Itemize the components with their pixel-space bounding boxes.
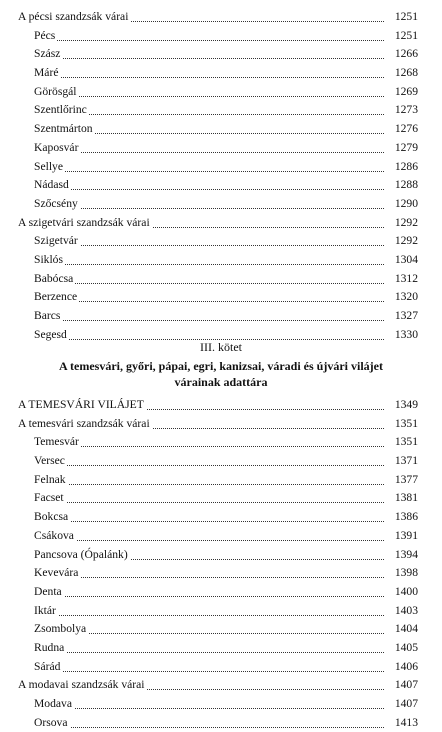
toc-entry-title: Máré <box>34 64 60 83</box>
toc-entry <box>0 489 442 508</box>
dot-leader <box>34 671 384 672</box>
toc-entry-page-number: 1273 <box>393 101 418 120</box>
toc-list-volume-3 <box>0 396 442 732</box>
toc-entry-title: Sellye <box>34 158 65 177</box>
toc-entry-page-number: 1413 <box>393 714 418 732</box>
toc-entry-title: Iktár <box>34 602 58 621</box>
toc-entry <box>0 433 442 452</box>
toc-entry-title: Pécs <box>34 27 57 46</box>
toc-entry-title: Rudna <box>34 639 66 658</box>
toc-entry-page-number: 1327 <box>393 307 418 326</box>
toc-entry <box>0 714 442 732</box>
toc-entry-title: A pécsi szandzsák várai <box>18 8 130 27</box>
toc-entry-page-number: 1304 <box>393 251 418 270</box>
toc-entry <box>0 307 442 326</box>
toc-entry-page-number: 1251 <box>393 27 418 46</box>
toc-entry-page-number: 1371 <box>393 452 418 471</box>
toc-entry-page-number: 1268 <box>393 64 418 83</box>
toc-entry-title: Modava <box>34 695 74 714</box>
dot-leader <box>34 301 384 302</box>
toc-entry-title: Zsombolya <box>34 620 88 639</box>
toc-entry <box>0 64 442 83</box>
toc-entry-title: A temesvári szandzsák várai <box>18 415 152 434</box>
toc-entry-title: Denta <box>34 583 64 602</box>
toc-entry-page-number: 1288 <box>393 176 418 195</box>
toc-entry-title: Sárád <box>34 658 62 677</box>
toc-entry-page-number: 1398 <box>393 564 418 583</box>
dot-leader <box>34 96 384 97</box>
toc-entry-page-number: 1330 <box>393 326 418 345</box>
toc-entry-page-number: 1386 <box>393 508 418 527</box>
toc-entry-title: Facset <box>34 489 66 508</box>
dot-leader <box>34 320 384 321</box>
dot-leader <box>34 502 384 503</box>
toc-entry <box>0 658 442 677</box>
dot-leader <box>34 40 384 41</box>
toc-entry-title: Temesvár <box>34 433 81 452</box>
toc-entry <box>0 546 442 565</box>
toc-entry-title: Szentlőrinc <box>34 101 89 120</box>
toc-entry-page-number: 1403 <box>393 602 418 621</box>
toc-entry <box>0 415 442 434</box>
toc-entry-title: Barcs <box>34 307 62 326</box>
toc-entry-page-number: 1391 <box>393 527 418 546</box>
toc-entry <box>0 176 442 195</box>
toc-entry-page-number: 1351 <box>393 415 418 434</box>
dot-leader <box>34 540 384 541</box>
toc-entry-title: Felnak <box>34 471 68 490</box>
dot-leader <box>34 264 384 265</box>
toc-entry-page-number: 1266 <box>393 45 418 64</box>
toc-entry-title: Berzence <box>34 288 79 307</box>
toc-entry <box>0 251 442 270</box>
toc-entry-title: A TEMESVÁRI VILÁJET <box>18 396 146 415</box>
toc-entry <box>0 471 442 490</box>
toc-entry-title: Pancsova (Ópalánk) <box>34 546 130 565</box>
toc-entry <box>0 452 442 471</box>
toc-entry <box>0 602 442 621</box>
toc-entry <box>0 232 442 251</box>
toc-entry-page-number: 1292 <box>393 214 418 233</box>
toc-entry-title: Versec <box>34 452 67 471</box>
toc-entry-page-number: 1377 <box>393 471 418 490</box>
toc-entry-title: Szász <box>34 45 62 64</box>
toc-entry-title: Bokcsa <box>34 508 70 527</box>
dot-leader <box>34 596 384 597</box>
toc-entry-page-number: 1290 <box>393 195 418 214</box>
toc-entry <box>0 527 442 546</box>
volume-subtitle: A temesvári, győri, pápai, egri, kanizsai, váradi és újvári vilájet várainak adattára <box>59 359 383 389</box>
dot-leader <box>34 727 384 728</box>
toc-entry <box>0 214 442 233</box>
dot-leader <box>34 446 384 447</box>
toc-entry-page-number: 1400 <box>393 583 418 602</box>
toc-entry <box>0 508 442 527</box>
toc-entry-title: A modavai szandzsák várai <box>18 676 147 695</box>
dot-leader <box>34 615 384 616</box>
toc-entry-page-number: 1404 <box>393 620 418 639</box>
toc-entry <box>0 101 442 120</box>
volume-heading: III. kötet <box>200 340 242 354</box>
dot-leader <box>34 521 384 522</box>
toc-entry-title: A szigetvári szandzsák várai <box>18 214 152 233</box>
toc-entry-title: Szigetvár <box>34 232 80 251</box>
dot-leader <box>34 189 384 190</box>
toc-entry-title: Orsova <box>34 714 70 732</box>
toc-entry <box>0 8 442 27</box>
toc-entry <box>0 639 442 658</box>
toc-entry <box>0 564 442 583</box>
dot-leader <box>34 283 384 284</box>
toc-entry-page-number: 1286 <box>393 158 418 177</box>
toc-entry-title: Babócsa <box>34 270 75 289</box>
dot-leader <box>34 245 384 246</box>
toc-entry-title: Kaposvár <box>34 139 80 158</box>
toc-entry-page-number: 1276 <box>393 120 418 139</box>
toc-entry <box>0 676 442 695</box>
toc-entry-title: Szentmárton <box>34 120 95 139</box>
dot-leader <box>34 77 384 78</box>
toc-entry-title: Csákova <box>34 527 76 546</box>
toc-entry <box>0 620 442 639</box>
toc-entry <box>0 45 442 64</box>
toc-entry <box>0 695 442 714</box>
dot-leader <box>34 152 384 153</box>
toc-entry <box>0 120 442 139</box>
toc-entry-title: Görösgál <box>34 83 79 102</box>
toc-entry-page-number: 1381 <box>393 489 418 508</box>
toc-entry <box>0 396 442 415</box>
toc-entry-page-number: 1351 <box>393 433 418 452</box>
toc-entry-page-number: 1320 <box>393 288 418 307</box>
dot-leader <box>34 708 384 709</box>
dot-leader <box>34 465 384 466</box>
dot-leader <box>34 58 384 59</box>
toc-entry-title: Kevevára <box>34 564 80 583</box>
dot-leader <box>34 577 384 578</box>
toc-entry-page-number: 1312 <box>393 270 418 289</box>
toc-entry <box>0 27 442 46</box>
toc-entry-page-number: 1349 <box>393 396 418 415</box>
toc-entry <box>0 583 442 602</box>
dot-leader <box>34 171 384 172</box>
toc-entry <box>0 195 442 214</box>
toc-entry <box>0 270 442 289</box>
toc-entry <box>0 288 442 307</box>
toc-entry <box>0 139 442 158</box>
toc-entry-page-number: 1292 <box>393 232 418 251</box>
toc-entry-page-number: 1407 <box>393 676 418 695</box>
dot-leader <box>34 208 384 209</box>
toc-entry-page-number: 1279 <box>393 139 418 158</box>
dot-leader <box>34 652 384 653</box>
toc-entry-page-number: 1407 <box>393 695 418 714</box>
toc-entry <box>0 158 442 177</box>
toc-entry-page-number: 1406 <box>393 658 418 677</box>
toc-entry-title: Nádasd <box>34 176 71 195</box>
toc-entry-title: Segesd <box>34 326 69 345</box>
toc-entry-page-number: 1269 <box>393 83 418 102</box>
toc-entry-page-number: 1251 <box>393 8 418 27</box>
toc-list-volume-2 <box>0 8 442 344</box>
dot-leader <box>34 484 384 485</box>
toc-entry-title: Szőcsény <box>34 195 80 214</box>
toc-entry-page-number: 1405 <box>393 639 418 658</box>
toc-entry <box>0 83 442 102</box>
toc-entry-title: Siklós <box>34 251 65 270</box>
toc-entry-page-number: 1394 <box>393 546 418 565</box>
